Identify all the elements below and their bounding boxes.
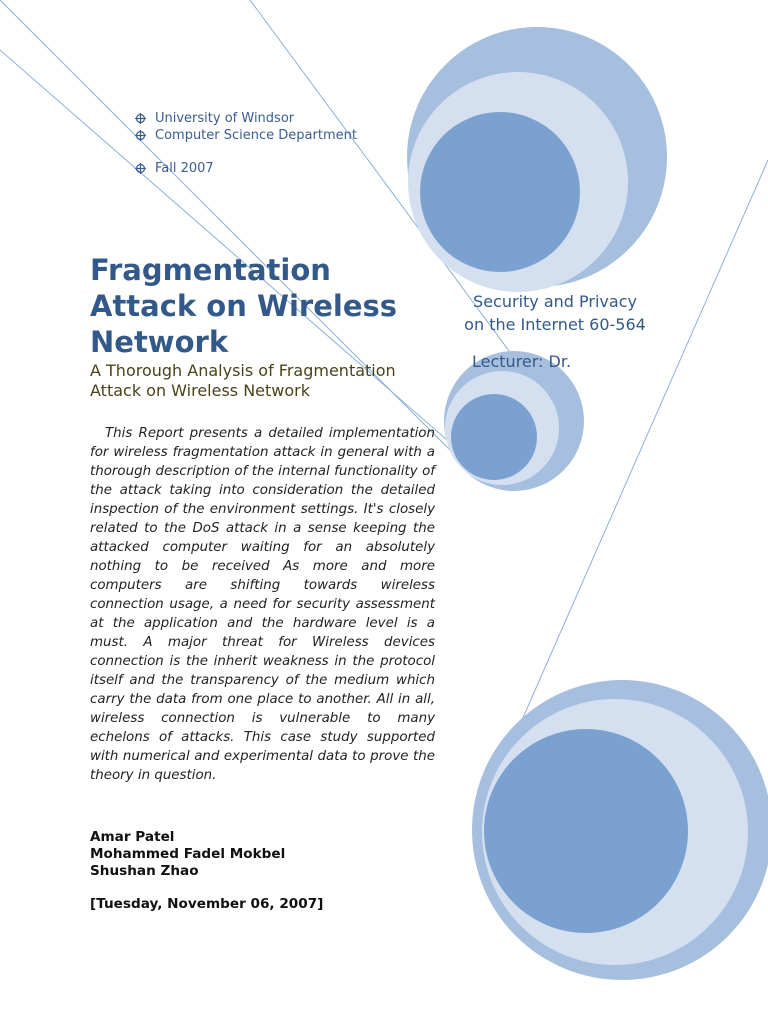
header-item-department [135, 127, 357, 144]
header-item-label: University of Windsor [155, 111, 295, 126]
course-line-2: on the Internet 60-564 [464, 315, 646, 334]
circle-bottom-right [472, 680, 768, 980]
document-title: Fragmentation Attack on Wireless Network [90, 253, 398, 359]
header-item-university [135, 110, 357, 127]
publication-date: [Tuesday, November 06, 2007] [90, 896, 324, 912]
author-name: Amar Patel [90, 829, 175, 845]
crosshair-bullet-icon [135, 163, 146, 174]
header-item-label: Fall 2007 [155, 161, 214, 176]
lecturer-label: Lecturer: Dr. [472, 352, 572, 371]
author-name: Mohammed Fadel Mokbel [90, 846, 286, 862]
header-list [135, 110, 357, 177]
author-list [90, 829, 285, 880]
header-item-label: Computer Science Department [155, 128, 357, 143]
abstract-paragraph: This Report presents a detailed implementation for wireless fragmentation attack in general with a thorough description of the internal functionality of the attack taking into consideration the detailed inspection of the environment settings. It's closely related to the DoS attack in a sense keeping the attacked computer waiting for an absolutely nothing to be received As more and more computers are shifting towards wireless connection usage, a need for security assessment at the application and the hardware level is a must. A major threat for Wireless devices connection is the inherit weakness in the protocol itself and the transparency of the medium which carry the data from one place to another. All in all, wireless connection is vulnerable to many echelons of attacks. This case study supported with numerical and experimental data to prove the theory in question. [90, 426, 435, 783]
crosshair-bullet-icon [135, 130, 146, 141]
course-name [450, 290, 660, 336]
document-subtitle: A Thorough Analysis of Fragmentation Attack on Wireless Network [90, 361, 396, 400]
circle-middle-small [444, 351, 584, 491]
author-name: Shushan Zhao [90, 863, 199, 879]
crosshair-bullet-icon [135, 113, 146, 124]
course-line-1: Security and Privacy [473, 292, 637, 311]
circle-top-right [407, 27, 667, 292]
header-item-term [135, 160, 357, 177]
